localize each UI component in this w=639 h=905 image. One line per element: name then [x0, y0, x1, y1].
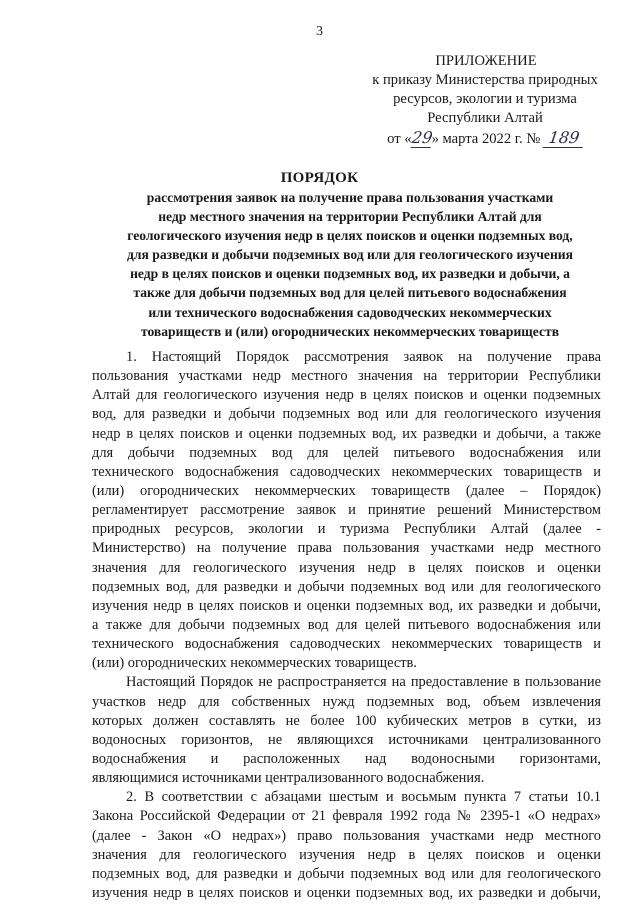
date-middle: » марта 2022 г. №	[431, 131, 541, 147]
body-line: для добычи подземных вод для целей питьевого водоснабжения или	[92, 444, 601, 461]
body-line: технического водоснабжения садоводческих некоммерческих товариществ и	[92, 636, 601, 653]
body-line: Министерство) на получение права пользования участками недр местного	[92, 540, 601, 557]
body-line: пользования участками недр местного значения на территории Республики	[92, 368, 601, 385]
body-line: природных ресурсов, экологии и туризма Республики Алтай (далее -	[92, 521, 601, 538]
body-line: Алтай для геологического изучения недр в целях поисков и оценки подземных	[92, 387, 601, 404]
body-line: значения для геологического изучения недр в целях поисков и оценки	[92, 559, 601, 576]
body-line: значения для геологического изучения недр в целях поисков и оценки	[92, 846, 601, 863]
page-number: 3	[316, 24, 323, 39]
body-line: являющимися источниками централизованного водоснабжения.	[92, 770, 485, 787]
appendix-line: к приказу Министерства природных	[372, 72, 598, 88]
subtitle-line: также для добычи подземных вод для целей питьевого водоснабжения	[133, 285, 567, 301]
body-line: которых должен составлять не более 100 кубических метров в сутки, из	[92, 712, 601, 729]
body-line: изучения недр в целях поисков и оценки подземных вод, их разведки и добычи,	[92, 884, 601, 901]
appendix-line: Республики Алтай	[427, 110, 543, 126]
handwritten-day: 29	[410, 128, 434, 147]
subtitle-line: товариществ и (или) огороднических некоммерческих товариществ	[140, 323, 560, 339]
document-title: ПОРЯДОК	[280, 170, 359, 186]
handwritten-order-number: 189	[543, 128, 586, 148]
appendix-date-line	[350, 128, 620, 149]
body-line: участков недр для собственных нужд подземных вод, объем извлечения	[92, 693, 601, 710]
subtitle-line: рассмотрения заявок на получение права пользования участками	[146, 190, 554, 205]
date-prefix: от «	[387, 131, 412, 147]
body-line: водоснабжения и расположенных над водоносными горизонтами,	[92, 750, 601, 767]
document-subtitle	[80, 188, 620, 341]
body-line: вод, для разведки и добычи подземных вод или для геологического изучения	[92, 406, 601, 423]
body-line: (далее - Закон «О недрах») право пользования участками недр местного	[92, 827, 601, 844]
body-line: подземных вод, для разведки и добычи подземных вод или для геологического	[92, 865, 601, 882]
body-line: изучения недр в целях поисков и оценки подземных вод, их разведки и добычи,	[92, 597, 601, 614]
body-line: технического водоснабжения садоводческих некоммерческих товариществ и	[92, 463, 601, 480]
body-line: подземных вод, для разведки и добычи подземных вод или для геологического	[92, 578, 601, 595]
body-line: регламентирует рассмотрение заявок и принятие решений Министерством	[92, 502, 601, 519]
appendix-line: ресурсов, экологии и туризма	[393, 91, 577, 107]
body-line: 1. Настоящий Порядок рассмотрения заявок на получение права	[126, 349, 601, 365]
body-line: (или) огороднических некоммерческих товариществ.	[92, 655, 417, 672]
body-line: Настоящий Порядок не распространяется на предоставление в пользование	[126, 674, 601, 691]
appendix-heading: ПРИЛОЖЕНИЕ	[435, 53, 537, 69]
body-line: водоносных горизонтов, не являющихся источниками централизованного	[92, 731, 601, 748]
document-body	[92, 348, 601, 903]
subtitle-line: для разведки и добычи подземных вод или для геологического изучения	[127, 247, 573, 263]
subtitle-line: геологического изучения недр в целях поисков и оценки подземных вод,	[127, 228, 573, 244]
subtitle-line: недр в целях поисков и оценки подземных вод, их разведки и добычи, а	[130, 266, 570, 282]
appendix-block	[350, 52, 620, 149]
body-line: (или) огороднических некоммерческих товариществ (далее – Порядок)	[92, 482, 601, 499]
body-line: Закона Российской Федерации от 21 февраля 1992 года № 2395-1 «О недрах»	[92, 808, 601, 825]
subtitle-line: или технического водоснабжения садоводческих некоммерческих	[148, 304, 552, 320]
body-line: недр в целях поисков и оценки подземных вод, их разведки и добычи, а также	[92, 425, 601, 442]
subtitle-line: недр местного значения на территории Республики Алтай для	[158, 209, 542, 225]
body-line: а также для добычи подземных вод для целей питьевого водоснабжения или	[92, 616, 601, 633]
body-line: 2. В соответствии с абзацами шестым и восьмым пункта 7 статьи 10.1	[126, 789, 601, 806]
